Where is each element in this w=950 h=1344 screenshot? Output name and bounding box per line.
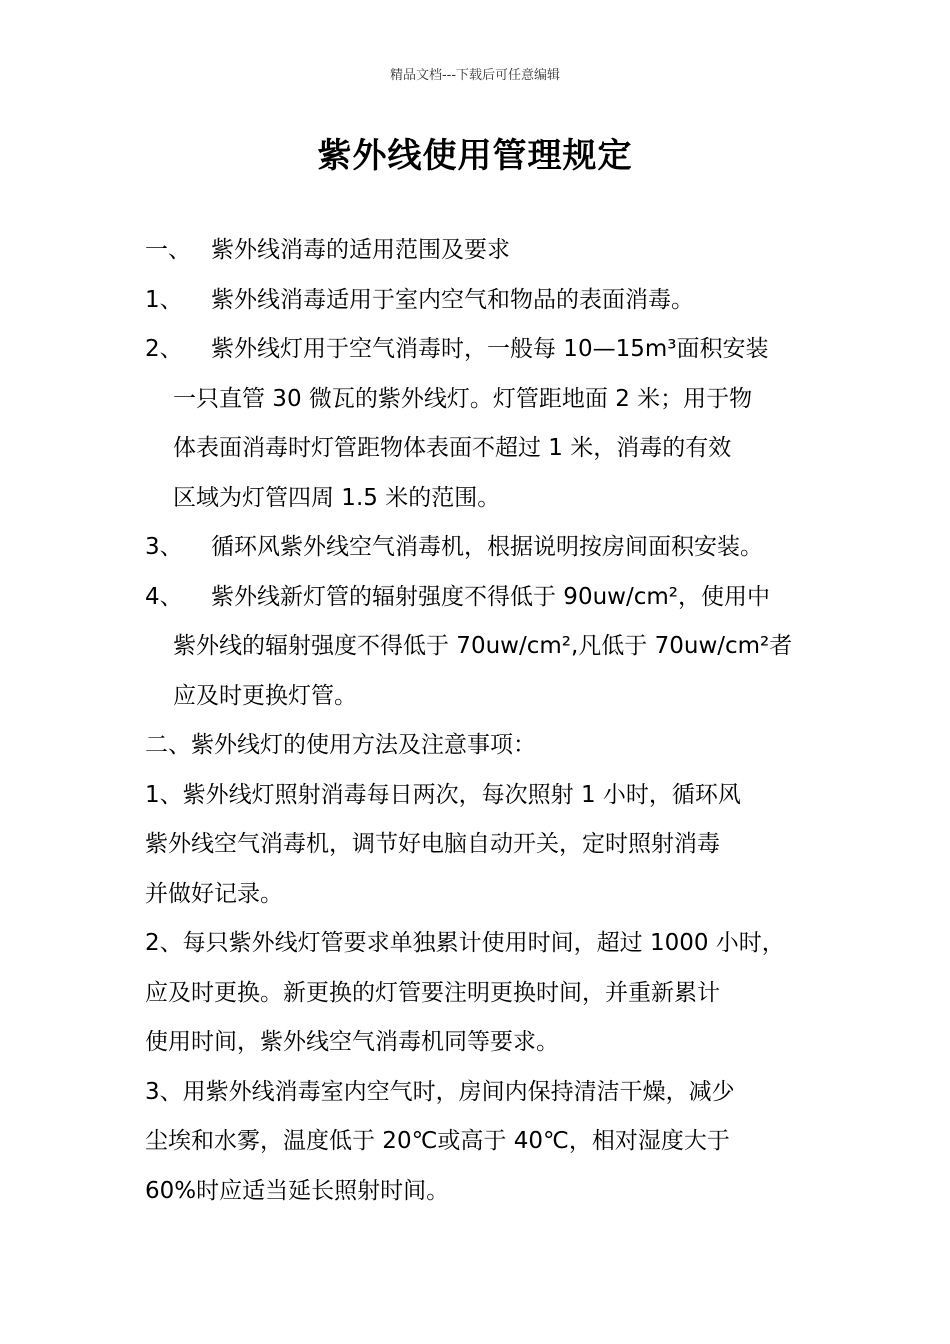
section-1-heading [145, 226, 825, 276]
item-line: 并做好记录。 [145, 880, 283, 907]
item-line: 使用时间，紫外线空气消毒机同等要求。 [145, 1029, 559, 1055]
item-line: 3、用紫外线消毒室内空气时，房间内保持清洁干燥，减少 [145, 1078, 735, 1105]
section-1-item-2 [145, 325, 825, 523]
item-line: 应及时更换灯管。 [173, 682, 357, 709]
item-text: 紫外线消毒适用于室内空气和物品的表面消毒。 [211, 286, 694, 313]
section-2-item-2 [145, 919, 825, 1068]
section-2-item-1 [145, 771, 825, 920]
item-line: 应及时更换。新更换的灯管要注明更换时间，并重新累计 [145, 979, 720, 1006]
section-1-title: 紫外线消毒的适用范围及要求 [211, 237, 510, 263]
item-line: 区域为灯管四周 1.5 米的范围。 [173, 484, 501, 511]
item-line: 一只直管 30 微瓦的紫外线灯。灯管距地面 2 米；用于物 [173, 385, 753, 412]
section-1-item-1 [145, 276, 825, 326]
document-body [145, 226, 825, 1216]
item-number: 1、 [145, 286, 183, 313]
section-1-item-4 [145, 573, 825, 722]
item-line: 紫外线的辐射强度不得低于 70uw/cm²,凡低于 70uw/cm²者 [173, 633, 793, 659]
item-line: 2、每只紫外线灯管要求单独累计使用时间，超过 1000 小时， [145, 930, 785, 956]
item-number: 2、 [145, 336, 183, 362]
item-text: 紫外线新灯管的辐射强度不得低于 90uw/cm²，使用中 [211, 583, 770, 610]
section-2-item-3 [145, 1068, 825, 1217]
section-2-heading: 二、紫外线灯的使用方法及注意事项： [145, 732, 536, 758]
item-line: 1、紫外线灯照射消毒每日两次，每次照射 1 小时，循环风 [145, 781, 741, 808]
section-1-number: 一、 [145, 237, 191, 263]
header-watermark: 精品文档---下载后可任意编辑 [389, 68, 561, 83]
item-number: 4、 [145, 583, 183, 610]
section-1-item-3 [145, 523, 825, 573]
item-line: 60%时应适当延长照射时间。 [145, 1177, 450, 1204]
item-line: 尘埃和水雾，温度低于 20℃或高于 40℃，相对湿度大于 [145, 1128, 730, 1154]
document-title: 紫外线使用管理规定 [317, 136, 633, 176]
item-text: 紫外线灯用于空气消毒时，一般每 10—15m³面积安装 [211, 336, 769, 362]
item-line [145, 573, 825, 623]
item-line: 体表面消毒时灯管距物体表面不超过 1 米，消毒的有效 [173, 435, 732, 461]
item-number: 3、 [145, 534, 183, 560]
item-text: 循环风紫外线空气消毒机，根据说明按房间面积安装。 [211, 534, 763, 560]
item-line [145, 325, 825, 375]
item-line: 紫外线空气消毒机，调节好电脑自动开关，定时照射消毒 [145, 831, 720, 857]
